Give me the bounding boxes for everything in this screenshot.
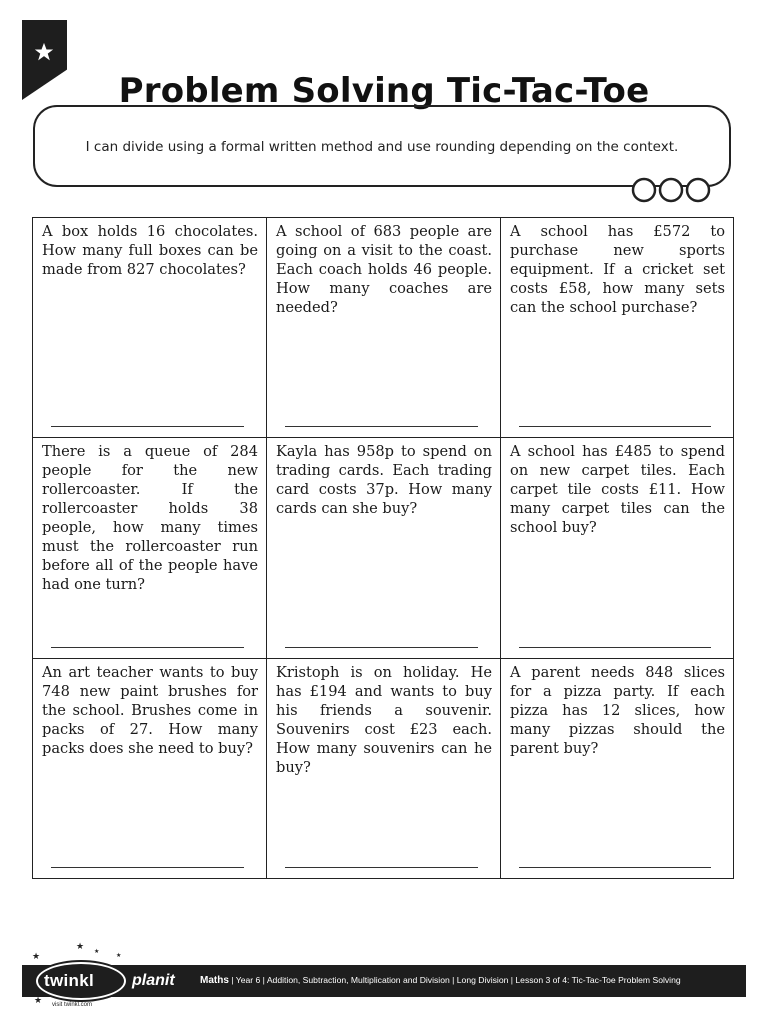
answer-line [519,426,711,427]
star-icon: ★ [34,996,43,1006]
question-cell [267,438,501,659]
question-cell [267,659,501,878]
planit-logo-text: planit [132,972,175,989]
question-cell [501,659,733,878]
footer-text [200,975,681,986]
star-icon: ★ [116,952,122,959]
answer-line [285,647,478,648]
visit-link[interactable]: visit twinkl.com [52,1002,93,1008]
tic-tac-toe-grid [32,217,734,879]
page-title: Problem Solving Tic-Tac-Toe [118,70,650,111]
answer-line [519,647,711,648]
question-cell [33,659,267,878]
question-text: There is a queue of 284 people for the new rollercoaster. If the rollercoaster holds 38 people, how many times must the rollercoaster run before all of the people have had one turn? [42,443,258,593]
answer-line [285,867,478,868]
answer-line [519,867,711,868]
star-icon: ★ [76,942,85,952]
footer-subject: Maths [200,975,229,986]
star-icon: ★ [94,948,100,955]
question-text: A parent needs 848 slices for a pizza party. If each pizza has 12 slices, how many pizzas should the parent buy? [510,664,725,757]
question-cell [33,438,267,659]
question-text: An art teacher wants to buy 748 new paint brushes for the school. Brushes come in packs of 27. How many packs does she need to buy? [42,664,258,757]
star-icon: ★ [32,952,41,962]
question-cell [267,218,501,438]
question-cell [501,218,733,438]
answer-line [51,426,244,427]
question-text: Kristoph is on holiday. He has £194 and wants to buy his friends a souvenir. Souvenirs cost £23 each. How many souvenirs can he buy? [276,664,492,776]
question-cell [501,438,733,659]
twinkl-planit-logo[interactable] [30,942,180,1012]
star-icon [34,42,54,62]
answer-line [51,647,244,648]
answer-line [51,867,244,868]
question-cell [33,218,267,438]
ring-decoration [630,177,716,203]
footer-details: | Year 6 | Addition, Subtraction, Multiplication and Division | Long Division | Lesson 3 of 4: Tic-Tac-Toe Problem Solving [228,975,681,985]
question-text: A school has £572 to purchase new sports equipment. If a cricket set costs £58, how many sets can the school purchase? [510,223,725,316]
twinkl-logo-text: twinkl [44,971,94,990]
question-text: A school of 683 people are going on a visit to the coast. Each coach holds 46 people. How many coaches are needed? [276,223,492,316]
question-text: A school has £485 to spend on new carpet tiles. Each carpet tile costs £11. How many carpet tiles can the school buy? [510,443,725,536]
question-text: Kayla has 958p to spend on trading cards. Each trading card costs 37p. How many cards can she buy? [276,443,492,517]
objective-text: I can divide using a formal written method and use rounding depending on the context. [85,139,679,155]
question-text: A box holds 16 chocolates. How many full boxes can be made from 827 chocolates? [42,223,258,278]
objective-box [33,105,731,187]
answer-line [285,426,478,427]
